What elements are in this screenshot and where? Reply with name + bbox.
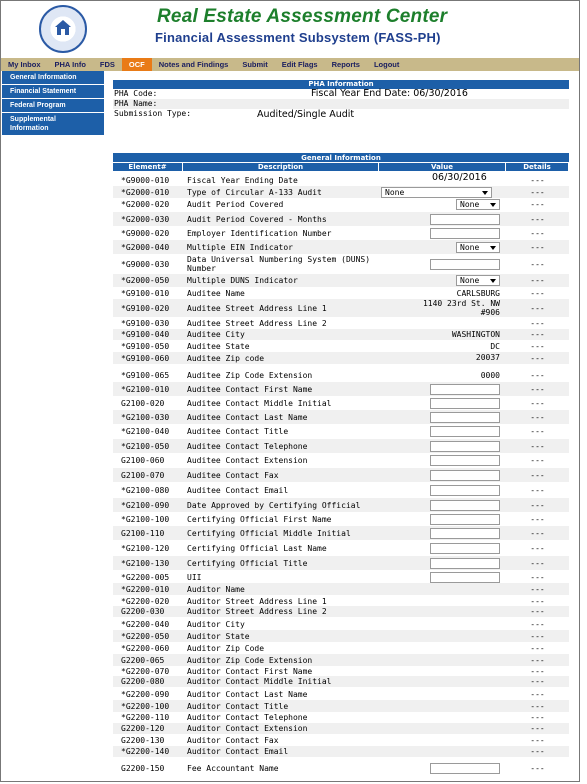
details-cell: --- bbox=[530, 384, 545, 394]
element-description: Data Universal Numbering System (DUNS) Number bbox=[187, 255, 371, 273]
value-input[interactable] bbox=[430, 514, 500, 525]
value-cell bbox=[379, 424, 506, 438]
value-cell bbox=[379, 410, 506, 424]
element-description: Employer Identification Number bbox=[187, 229, 332, 238]
table-row bbox=[113, 212, 569, 226]
nav-item-fds[interactable]: FDS bbox=[99, 60, 115, 69]
details-cell: --- bbox=[530, 398, 545, 408]
table-row bbox=[113, 186, 569, 198]
value-input[interactable] bbox=[430, 500, 500, 511]
element-description: Auditee Street Address Line 2 bbox=[187, 319, 327, 328]
nav-item-submit[interactable]: Submit bbox=[242, 60, 268, 69]
details-cell: --- bbox=[530, 200, 545, 209]
details-cell: --- bbox=[530, 619, 545, 629]
value-cell bbox=[379, 642, 506, 654]
value-cell bbox=[379, 288, 506, 299]
table-row bbox=[113, 556, 569, 570]
app-subtitle: Financial Assessment Subsystem (FASS-PH) bbox=[155, 30, 441, 45]
element-description: Audit Period Covered bbox=[187, 200, 284, 209]
pha-name-label: PHA Name: bbox=[114, 99, 158, 108]
element-number: *G2100-030 bbox=[121, 412, 170, 422]
value-text: 20037 bbox=[475, 353, 500, 362]
table-row bbox=[113, 439, 569, 453]
details-cell: --- bbox=[530, 677, 545, 686]
value-cell bbox=[379, 212, 506, 226]
table-row bbox=[113, 630, 569, 642]
column-header-description: Description bbox=[183, 163, 379, 171]
value-cell bbox=[379, 483, 506, 497]
element-number: *G2200-040 bbox=[121, 619, 170, 629]
value-cell bbox=[379, 240, 506, 254]
nav-item-edit-flags[interactable]: Edit Flags bbox=[281, 60, 318, 69]
details-cell: --- bbox=[530, 187, 545, 197]
element-number: *G9100-060 bbox=[121, 353, 170, 363]
element-description: Auditee City bbox=[187, 330, 245, 339]
element-description: Auditor Contact Title bbox=[187, 701, 289, 711]
value-select[interactable] bbox=[456, 199, 500, 210]
column-header-element: Element# bbox=[113, 163, 183, 171]
table-row bbox=[113, 352, 569, 364]
element-number: *G2000-020 bbox=[121, 200, 170, 209]
value-input[interactable] bbox=[430, 441, 500, 452]
submission-type-row bbox=[113, 109, 569, 119]
details-cell: --- bbox=[530, 441, 545, 451]
element-number: *G2200-060 bbox=[121, 643, 170, 653]
element-number: G2100-060 bbox=[121, 455, 165, 465]
chevron-down-icon bbox=[490, 279, 496, 283]
element-description: Auditee Street Address Line 1 bbox=[187, 303, 327, 313]
table-row bbox=[113, 341, 569, 352]
table-row bbox=[113, 723, 569, 734]
element-description: Date Approved by Certifying Official bbox=[187, 500, 361, 510]
element-number: *G2100-040 bbox=[121, 426, 170, 436]
fiscal-year-end-date: Fiscal Year End Date: 06/30/2016 bbox=[311, 88, 468, 99]
details-cell: --- bbox=[530, 353, 545, 363]
element-description: Auditee Contact Last Name bbox=[187, 412, 308, 422]
element-number: *G2000-040 bbox=[121, 242, 170, 252]
table-row bbox=[113, 483, 569, 497]
value-cell bbox=[379, 352, 506, 364]
nav-item-my-inbox[interactable]: My Inbox bbox=[8, 60, 41, 69]
element-description: Auditor Contact Last Name bbox=[187, 689, 308, 699]
table-row bbox=[113, 227, 569, 240]
element-number: *G9000-010 bbox=[121, 175, 170, 185]
element-number: G2200-130 bbox=[121, 736, 165, 745]
element-description: Multiple EIN Indicator bbox=[187, 242, 293, 252]
value-line-1: 1140 23rd St. NW bbox=[422, 299, 500, 308]
element-number: *G2200-110 bbox=[121, 713, 170, 722]
pha-information-header: PHA Information bbox=[113, 80, 569, 89]
value-cell bbox=[379, 227, 506, 240]
table-row bbox=[113, 526, 569, 540]
details-cell: --- bbox=[530, 736, 545, 745]
details-cell: --- bbox=[530, 214, 545, 224]
element-number: *G9100-065 bbox=[121, 371, 170, 380]
details-cell: --- bbox=[530, 330, 545, 339]
element-description: Auditor Name bbox=[187, 584, 245, 594]
nav-item-pha-info[interactable]: PHA Info bbox=[54, 60, 86, 69]
value-select[interactable] bbox=[456, 275, 500, 286]
element-description: Auditee Contact Title bbox=[187, 426, 289, 436]
select-value: None bbox=[460, 242, 480, 252]
element-description: Auditee Contact Fax bbox=[187, 470, 279, 480]
element-number: G2200-030 bbox=[121, 607, 165, 616]
table-row bbox=[113, 618, 569, 630]
element-description: Auditor Street Address Line 2 bbox=[187, 607, 327, 616]
element-number: G2100-020 bbox=[121, 398, 165, 408]
value-cell bbox=[379, 541, 506, 555]
details-cell: --- bbox=[530, 470, 545, 480]
table-row bbox=[113, 240, 569, 254]
table-row bbox=[113, 255, 569, 273]
value-input[interactable] bbox=[430, 470, 500, 481]
table-row bbox=[113, 368, 569, 383]
value-cell bbox=[379, 274, 506, 287]
sidebar-item-federal-program[interactable]: Federal Program bbox=[2, 99, 104, 113]
select-value: None bbox=[460, 200, 480, 209]
table-row bbox=[113, 329, 569, 340]
element-description: Auditor Zip Code Extension bbox=[187, 655, 313, 665]
element-number: *G2200-070 bbox=[121, 667, 170, 676]
value-input[interactable] bbox=[430, 528, 500, 539]
value-input[interactable] bbox=[430, 426, 500, 437]
table-row bbox=[113, 396, 569, 410]
chevron-down-icon bbox=[482, 191, 488, 195]
element-description: Auditee Zip Code Extension bbox=[187, 371, 313, 380]
element-number: *G9100-010 bbox=[121, 289, 170, 298]
value-cell bbox=[379, 453, 506, 467]
value-cell bbox=[379, 396, 506, 410]
general-information-header: General Information bbox=[113, 153, 569, 162]
details-cell: --- bbox=[530, 655, 545, 665]
element-number: G2200-150 bbox=[121, 763, 165, 773]
table-row bbox=[113, 700, 569, 712]
value-input[interactable] bbox=[430, 398, 500, 409]
value-cell bbox=[379, 468, 506, 482]
value-input[interactable] bbox=[430, 572, 500, 583]
details-cell: --- bbox=[530, 596, 545, 606]
value-cell bbox=[379, 512, 506, 526]
value-text: WASHINGTON bbox=[451, 329, 500, 339]
element-number: *G2100-080 bbox=[121, 485, 170, 495]
table-row bbox=[113, 498, 569, 512]
element-number: *G2100-120 bbox=[121, 543, 170, 553]
element-description: Auditor Contact Middle Initial bbox=[187, 677, 332, 686]
element-description: Auditor Contact Telephone bbox=[187, 713, 308, 722]
table-row bbox=[113, 382, 569, 396]
details-cell: --- bbox=[530, 259, 545, 269]
table-row bbox=[113, 318, 569, 329]
details-cell: --- bbox=[530, 643, 545, 653]
details-cell: --- bbox=[530, 528, 545, 538]
table-row bbox=[113, 274, 569, 287]
value-cell bbox=[379, 174, 506, 186]
value-input[interactable] bbox=[430, 558, 500, 569]
details-cell: --- bbox=[530, 455, 545, 465]
table-row bbox=[113, 424, 569, 438]
table-row bbox=[113, 541, 569, 555]
element-description: Auditee State bbox=[187, 342, 250, 351]
element-description: Auditor Zip Code bbox=[187, 643, 265, 653]
element-description: Auditor Contact Email bbox=[187, 747, 289, 756]
details-cell: --- bbox=[530, 276, 545, 285]
value-cell bbox=[379, 676, 506, 687]
value-cell bbox=[379, 255, 506, 273]
element-number: *G9100-020 bbox=[121, 303, 170, 313]
pha-name-row bbox=[113, 99, 569, 109]
column-header-details: Details bbox=[506, 163, 569, 171]
value-cell bbox=[379, 746, 506, 757]
details-cell: --- bbox=[530, 289, 545, 298]
nav-item-reports[interactable]: Reports bbox=[331, 60, 360, 69]
table-row bbox=[113, 676, 569, 687]
details-cell: --- bbox=[530, 485, 545, 495]
value-input[interactable] bbox=[430, 485, 500, 496]
table-row bbox=[113, 606, 569, 617]
value-input[interactable] bbox=[430, 455, 500, 466]
element-number: *G2200-005 bbox=[121, 572, 170, 582]
table-row bbox=[113, 583, 569, 595]
element-description: Auditee Contact Telephone bbox=[187, 441, 308, 451]
element-number: G2100-070 bbox=[121, 470, 165, 480]
element-description: Auditee Name bbox=[187, 289, 245, 298]
table-row bbox=[113, 288, 569, 299]
table-row bbox=[113, 712, 569, 723]
table-row bbox=[113, 570, 569, 584]
value-cell bbox=[379, 583, 506, 595]
element-number: *G2100-130 bbox=[121, 558, 170, 568]
element-number: G2200-120 bbox=[121, 724, 165, 733]
details-cell: --- bbox=[530, 631, 545, 641]
element-number: *G9100-040 bbox=[121, 330, 170, 339]
value-text: CARLSBURG bbox=[456, 288, 500, 298]
value-cell bbox=[379, 630, 506, 642]
value-select[interactable] bbox=[381, 187, 492, 198]
sidebar-item-supplemental-information[interactable]: Supplemental Information bbox=[2, 113, 104, 136]
submission-type-label: Submission Type: bbox=[114, 109, 192, 118]
element-number: *G2200-010 bbox=[121, 584, 170, 594]
element-number: *G2200-140 bbox=[121, 747, 170, 756]
details-cell: --- bbox=[530, 689, 545, 699]
element-number: *G9100-030 bbox=[121, 319, 170, 328]
details-cell: --- bbox=[530, 607, 545, 616]
nav-item-ocf[interactable]: OCF bbox=[122, 58, 152, 71]
house-icon bbox=[54, 19, 72, 37]
table-row bbox=[113, 512, 569, 526]
column-header-value: Value bbox=[379, 163, 506, 171]
general-information-table bbox=[113, 153, 569, 171]
value-input[interactable] bbox=[430, 214, 500, 225]
details-cell: --- bbox=[530, 319, 545, 328]
element-description: Auditor Street Address Line 1 bbox=[187, 596, 327, 606]
submission-type-value: Audited/Single Audit bbox=[257, 109, 355, 120]
table-row bbox=[113, 299, 569, 317]
element-number: *G2200-100 bbox=[121, 701, 170, 711]
value-cell bbox=[379, 606, 506, 617]
table-row bbox=[113, 688, 569, 700]
element-description: Multiple DUNS Indicator bbox=[187, 276, 298, 285]
value-cell bbox=[379, 618, 506, 630]
value-cell bbox=[379, 341, 506, 352]
table-row bbox=[113, 410, 569, 424]
value-cell bbox=[379, 723, 506, 734]
table-row bbox=[113, 654, 569, 666]
details-cell: --- bbox=[530, 242, 545, 252]
value-cell bbox=[379, 654, 506, 666]
value-cell bbox=[379, 186, 506, 198]
element-number: G2200-080 bbox=[121, 677, 165, 686]
element-description: Audit Period Covered - Months bbox=[187, 214, 327, 224]
pha-code-row bbox=[113, 89, 569, 99]
element-description: Auditor City bbox=[187, 619, 245, 629]
value-cell bbox=[379, 198, 506, 211]
element-number: *G2000-010 bbox=[121, 187, 170, 197]
element-number: *G2100-090 bbox=[121, 500, 170, 510]
details-cell: --- bbox=[530, 724, 545, 733]
table-row bbox=[113, 642, 569, 654]
element-description: Auditee Zip code bbox=[187, 353, 265, 363]
details-cell: --- bbox=[530, 426, 545, 436]
value-cell bbox=[379, 382, 506, 396]
value-cell bbox=[379, 556, 506, 570]
element-description: Auditee Contact Email bbox=[187, 485, 289, 495]
element-number: *G2200-050 bbox=[121, 631, 170, 641]
value-cell bbox=[379, 318, 506, 329]
value-cell bbox=[379, 368, 506, 383]
value-line-2: #906 bbox=[480, 308, 500, 317]
details-cell: --- bbox=[530, 667, 545, 676]
table-row bbox=[113, 174, 569, 186]
details-cell: --- bbox=[530, 514, 545, 524]
value-cell bbox=[379, 761, 506, 775]
value-cell bbox=[379, 735, 506, 746]
value-cell bbox=[379, 498, 506, 512]
details-cell: --- bbox=[530, 558, 545, 568]
value-input[interactable] bbox=[430, 384, 500, 395]
hud-seal-logo bbox=[39, 5, 87, 53]
value-cell bbox=[379, 526, 506, 540]
value-cell bbox=[379, 299, 506, 317]
details-cell: --- bbox=[530, 701, 545, 711]
element-number: *G9000-020 bbox=[121, 229, 170, 238]
element-description: Auditor State bbox=[187, 631, 250, 641]
fiscal-year-ending-date-value: 06/30/2016 bbox=[432, 172, 487, 183]
pha-information-panel bbox=[113, 80, 569, 124]
details-cell: --- bbox=[530, 572, 545, 582]
element-number: *G2100-100 bbox=[121, 514, 170, 524]
value-cell bbox=[379, 712, 506, 723]
details-cell: --- bbox=[530, 175, 545, 185]
details-cell: --- bbox=[530, 584, 545, 594]
element-description: Certifying Official Title bbox=[187, 558, 308, 568]
page-header bbox=[1, 1, 579, 57]
value-input[interactable] bbox=[430, 228, 500, 239]
value-cell bbox=[379, 700, 506, 712]
value-cell bbox=[379, 439, 506, 453]
value-text: DC bbox=[490, 341, 500, 351]
select-value: None bbox=[460, 276, 480, 285]
element-description: Auditor Contact Fax bbox=[187, 736, 279, 745]
chevron-down-icon bbox=[490, 203, 496, 207]
element-description: Type of Circular A-133 Audit bbox=[187, 187, 322, 197]
element-number: *G2200-090 bbox=[121, 689, 170, 699]
details-cell: --- bbox=[530, 371, 545, 380]
nav-item-notes-and-findings[interactable]: Notes and Findings bbox=[158, 60, 229, 69]
sidebar bbox=[2, 71, 104, 136]
value-text: 0000 bbox=[480, 370, 500, 380]
element-description: Auditee Contact Middle Initial bbox=[187, 398, 332, 408]
element-description: Certifying Official Last Name bbox=[187, 543, 327, 553]
value-cell bbox=[379, 688, 506, 700]
details-cell: --- bbox=[530, 342, 545, 351]
value-input[interactable] bbox=[430, 543, 500, 554]
nav-item-logout[interactable]: Logout bbox=[373, 60, 400, 69]
element-number: G2200-065 bbox=[121, 655, 165, 665]
table-row bbox=[113, 735, 569, 746]
element-number: *G9100-050 bbox=[121, 342, 170, 351]
element-number: *G9000-030 bbox=[121, 259, 170, 269]
details-cell: --- bbox=[530, 303, 545, 313]
element-number: G2100-110 bbox=[121, 528, 165, 538]
table-row bbox=[113, 453, 569, 467]
chevron-down-icon bbox=[490, 246, 496, 250]
element-number: *G2200-020 bbox=[121, 596, 170, 606]
element-number: *G2000-030 bbox=[121, 214, 170, 224]
details-cell: --- bbox=[530, 713, 545, 722]
main-nav bbox=[1, 58, 579, 71]
sidebar-item-financial-statement[interactable]: Financial Statement bbox=[2, 85, 104, 99]
element-description: UII bbox=[187, 572, 202, 582]
value-input[interactable] bbox=[430, 412, 500, 423]
table-row bbox=[113, 761, 569, 775]
element-description: Auditor Contact Extension bbox=[187, 724, 308, 733]
element-description: Certifying Official First Name bbox=[187, 514, 332, 524]
table-row bbox=[113, 746, 569, 757]
details-cell: --- bbox=[530, 229, 545, 238]
details-cell: --- bbox=[530, 747, 545, 756]
value-input[interactable] bbox=[430, 259, 500, 270]
table-row bbox=[113, 198, 569, 211]
value-select[interactable] bbox=[456, 242, 500, 253]
element-description: Fiscal Year Ending Date bbox=[187, 175, 298, 185]
details-cell: --- bbox=[530, 763, 545, 773]
table-column-headers bbox=[113, 162, 569, 171]
value-input[interactable] bbox=[430, 763, 500, 774]
value-text bbox=[423, 299, 500, 317]
element-description: Auditee Contact Extension bbox=[187, 455, 308, 465]
value-cell bbox=[379, 570, 506, 584]
pha-code-label: PHA Code: bbox=[114, 89, 158, 98]
value-cell bbox=[379, 329, 506, 340]
element-description: Auditee Contact First Name bbox=[187, 384, 313, 394]
element-number: *G2100-010 bbox=[121, 384, 170, 394]
table-row bbox=[113, 468, 569, 482]
element-description: Auditor Contact First Name bbox=[187, 667, 313, 676]
details-cell: --- bbox=[530, 543, 545, 553]
element-description: Certifying Official Middle Initial bbox=[187, 528, 351, 538]
element-number: *G2100-050 bbox=[121, 441, 170, 451]
sidebar-item-general-information[interactable]: General Information bbox=[2, 71, 104, 85]
element-description: Fee Accountant Name bbox=[187, 763, 279, 773]
element-number: *G2000-050 bbox=[121, 276, 170, 285]
app-title: Real Estate Assessment Center bbox=[157, 6, 448, 27]
select-value: None bbox=[385, 187, 405, 197]
details-cell: --- bbox=[530, 500, 545, 510]
details-cell: --- bbox=[530, 412, 545, 422]
